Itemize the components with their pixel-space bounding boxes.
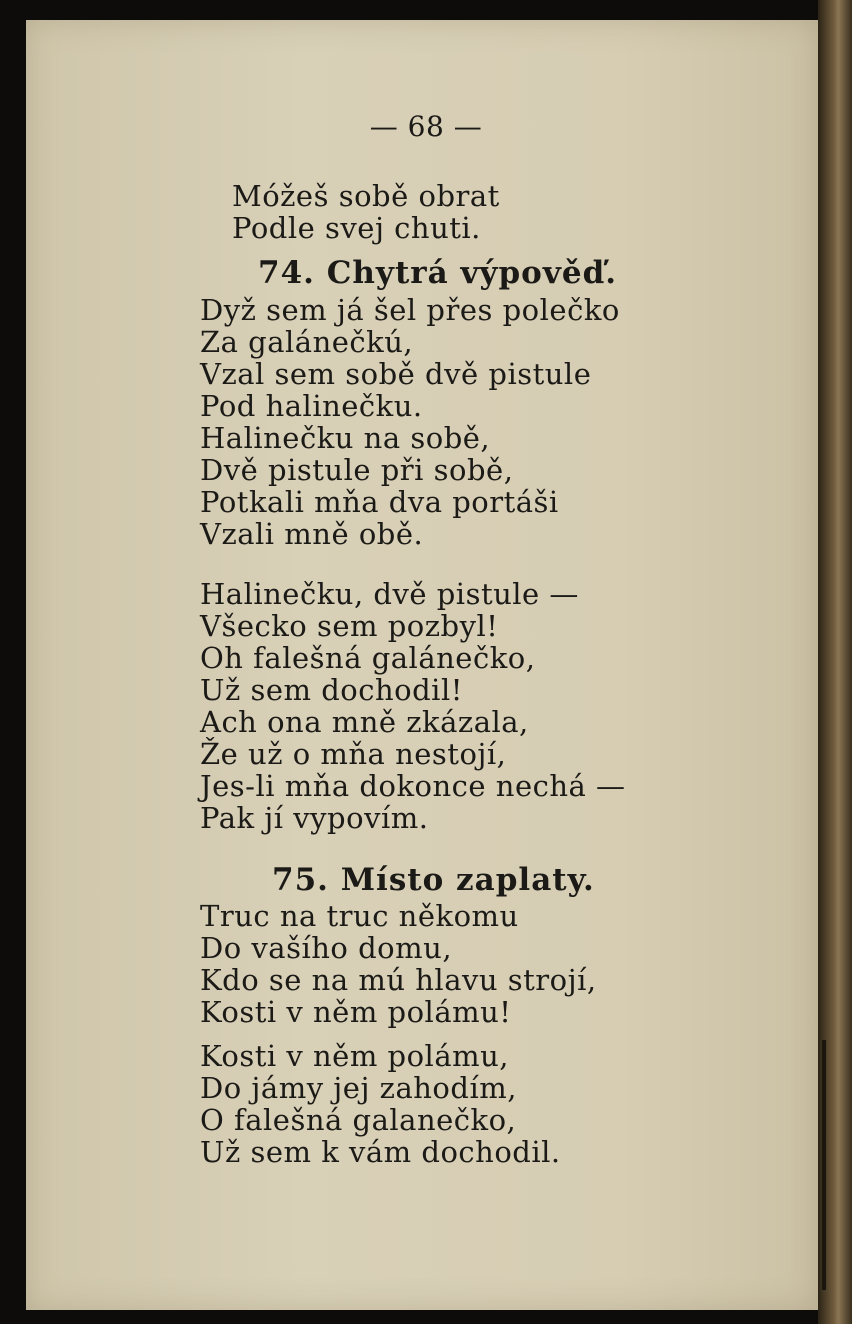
verse-line: Halinečku na sobě,	[200, 421, 491, 455]
page-number: — 68 —	[369, 110, 483, 143]
verse-line: Do jámy jej zahodím,	[200, 1071, 517, 1105]
verse-line: Už sem dochodil!	[200, 673, 463, 707]
stanza-top	[232, 180, 500, 244]
verse-line: Oh falešná galánečko,	[200, 641, 536, 675]
page-edge-shadow	[822, 1040, 826, 1290]
verse-line: Halinečku, dvě pistule —	[200, 577, 579, 611]
verse-line: Dvě pistule při sobě,	[200, 453, 514, 487]
verse-line: Všecko sem pozbyl!	[200, 609, 499, 643]
verse-line: Do vašího domu,	[200, 931, 453, 965]
song-75-stanza-2	[200, 1040, 561, 1168]
verse-line: Pak jí vypovím.	[200, 801, 429, 835]
verse-line: Za galánečkú,	[200, 325, 414, 359]
song-75-title: 75. Místo zaplaty.	[272, 862, 595, 898]
verse-line: Potkali mňa dva portáši	[200, 485, 559, 519]
verse-line: Truc na truc někomu	[200, 899, 519, 933]
verse-line: Kosti v něm polámu!	[200, 995, 512, 1029]
verse-line: Vzal sem sobě dvě pistule	[200, 357, 592, 391]
verse-line: Už sem k vám dochodil.	[200, 1135, 561, 1169]
verse-line: Ach ona mně zkázala,	[200, 705, 529, 739]
verse-line: Kosti v něm polámu,	[200, 1039, 510, 1073]
verse-line: Móžeš sobě obrat	[232, 179, 500, 213]
song-74-stanza-2	[200, 578, 626, 834]
verse-line: O falešná galanečko,	[200, 1103, 517, 1137]
verse-line: Podle svej chuti.	[232, 211, 481, 245]
verse-line: Jes-li mňa dokonce nechá —	[200, 769, 626, 803]
verse-line: Kdo se na mú hlavu strojí,	[200, 963, 597, 997]
verse-line: Vzali mně obě.	[200, 517, 424, 551]
verse-line: Pod halinečku.	[200, 389, 423, 423]
verse-line: Dyž sem já šel přes polečko	[200, 293, 620, 327]
song-75-stanza-1	[200, 900, 597, 1028]
song-74-stanza-1	[200, 294, 620, 550]
verse-line: Že už o mňa nestojí,	[200, 737, 507, 771]
song-74-title: 74. Chytrá výpověď.	[258, 255, 618, 291]
